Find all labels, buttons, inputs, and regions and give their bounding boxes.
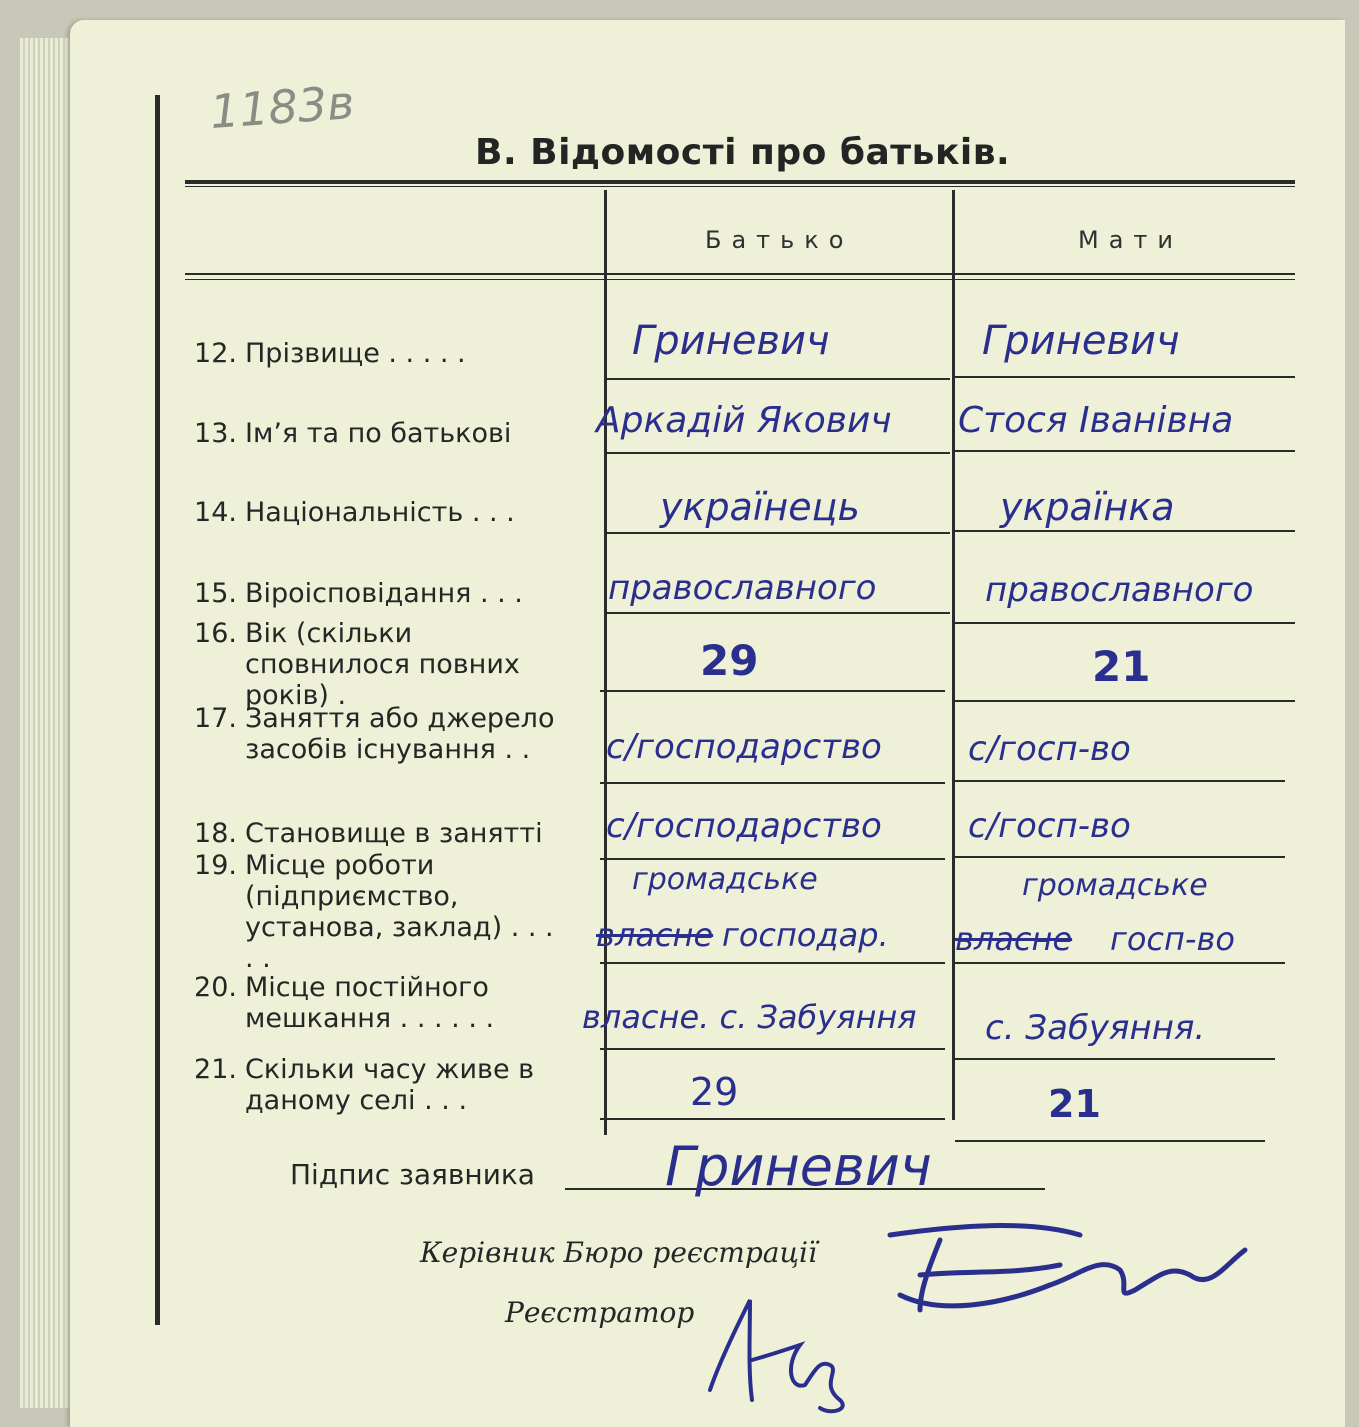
mother-position: с/госп-во (968, 806, 1131, 846)
father-religion: православного (608, 568, 877, 608)
head-signature (880, 1195, 1260, 1335)
row-rule (600, 1048, 945, 1050)
father-workplace-struck: власне (596, 916, 714, 954)
column-header-father: Батько (705, 226, 854, 254)
father-workplace-line1: громадське (632, 862, 818, 897)
row-rule (955, 1140, 1265, 1142)
row-number: 18. (194, 818, 237, 849)
section-title: В. Відомості про батьків. (475, 132, 1011, 173)
row-rule (955, 700, 1295, 702)
row-label-residence-time (165, 1054, 575, 1116)
row-rule (600, 962, 945, 964)
row-label-occupation (165, 703, 575, 765)
row-rule (600, 690, 945, 692)
applicant-signature-label: Підпис заявника (290, 1158, 535, 1191)
row-rule (955, 530, 1295, 532)
row-rule (955, 376, 1295, 378)
row-label-age (165, 618, 575, 711)
father-age: 29 (700, 636, 759, 685)
row-label-nationality (165, 497, 575, 528)
row-number: 19. (194, 850, 237, 881)
row-number: 12. (194, 338, 237, 369)
row-label-religion (165, 578, 575, 609)
row-rule (955, 1058, 1275, 1060)
mother-occupation: с/госп-во (968, 729, 1131, 769)
table-top-rule (185, 180, 1295, 184)
row-rule (955, 780, 1285, 782)
row-label-text: Становище в занятті (245, 818, 543, 849)
mother-surname: Гриневич (982, 318, 1180, 364)
row-label-text: Вік (скільки сповнилося повних років) . (245, 618, 520, 711)
column-divider-right (952, 190, 955, 1120)
row-rule (605, 452, 950, 454)
father-occupation: с/господарство (606, 727, 882, 767)
father-nationality: українець (660, 485, 860, 529)
margin-rule (155, 95, 160, 1325)
mother-residence-time: 21 (1048, 1082, 1101, 1126)
row-label-surname (165, 338, 575, 369)
column-divider-left (604, 190, 607, 1135)
mother-religion: православного (985, 570, 1254, 610)
row-rule (605, 378, 950, 380)
row-rule (605, 532, 950, 534)
row-number: 14. (194, 497, 237, 528)
row-rule (600, 858, 945, 860)
archive-number: 1183в (208, 75, 356, 139)
row-number: 13. (194, 418, 237, 449)
row-label-text: Місце постійного мешкання . . . . . . (245, 972, 495, 1034)
father-residence-time: 29 (690, 1070, 739, 1114)
row-label-text: Національність . . . (245, 497, 515, 528)
row-number: 21. (194, 1054, 237, 1085)
registrar-signature (690, 1290, 860, 1420)
row-rule (955, 962, 1285, 964)
row-number: 16. (194, 618, 237, 649)
row-rule (955, 450, 1295, 452)
applicant-signature: Гриневич (665, 1135, 932, 1198)
row-label-text: Скільки часу живе в даному селі . . . (245, 1054, 535, 1116)
row-number: 20. (194, 972, 237, 1003)
row-number: 15. (194, 578, 237, 609)
row-rule (605, 612, 950, 614)
mother-workplace-line2: госп-во (1110, 920, 1235, 958)
row-label-position (165, 818, 575, 849)
mother-nationality: українка (1000, 485, 1175, 529)
header-bottom-rule-thin (185, 279, 1295, 280)
header-bottom-rule (185, 273, 1295, 275)
father-residence: власне. с. Забуяння (582, 998, 917, 1036)
father-position: с/господарство (606, 806, 882, 846)
row-rule (600, 1118, 945, 1120)
head-of-bureau-label: Керівник Бюро реєстрації (420, 1236, 817, 1269)
column-header-mother: Мати (1078, 226, 1183, 254)
row-label-text: Ім’я та по батькові (245, 418, 512, 449)
row-label-workplace (165, 850, 575, 974)
row-label-text: Прізвище . . . . . (245, 338, 466, 369)
row-label-text: Віроісповідання . . . (245, 578, 523, 609)
mother-age: 21 (1092, 642, 1151, 691)
row-rule (600, 782, 945, 784)
row-label-name (165, 418, 575, 449)
row-number: 17. (194, 703, 237, 734)
mother-workplace-line1: громадське (1022, 868, 1208, 903)
row-rule (955, 856, 1285, 858)
row-rule (955, 622, 1295, 624)
mother-residence: с. Забуяння. (985, 1008, 1206, 1048)
father-workplace-line2: господар. (722, 916, 889, 954)
father-name: Аркадій Якович (596, 400, 892, 441)
father-surname: Гриневич (632, 318, 830, 364)
mother-workplace-struck: власне (955, 920, 1073, 958)
row-label-residence (165, 972, 575, 1034)
row-label-text: Заняття або джерело засобів існування . . (245, 703, 555, 765)
table-top-rule-thin (185, 186, 1295, 187)
registrar-label: Реєстратор (505, 1296, 695, 1329)
mother-name: Стося Іванівна (958, 400, 1234, 441)
row-label-text: Місце роботи (підприємство, установа, заклад) . . . . . (245, 850, 554, 974)
